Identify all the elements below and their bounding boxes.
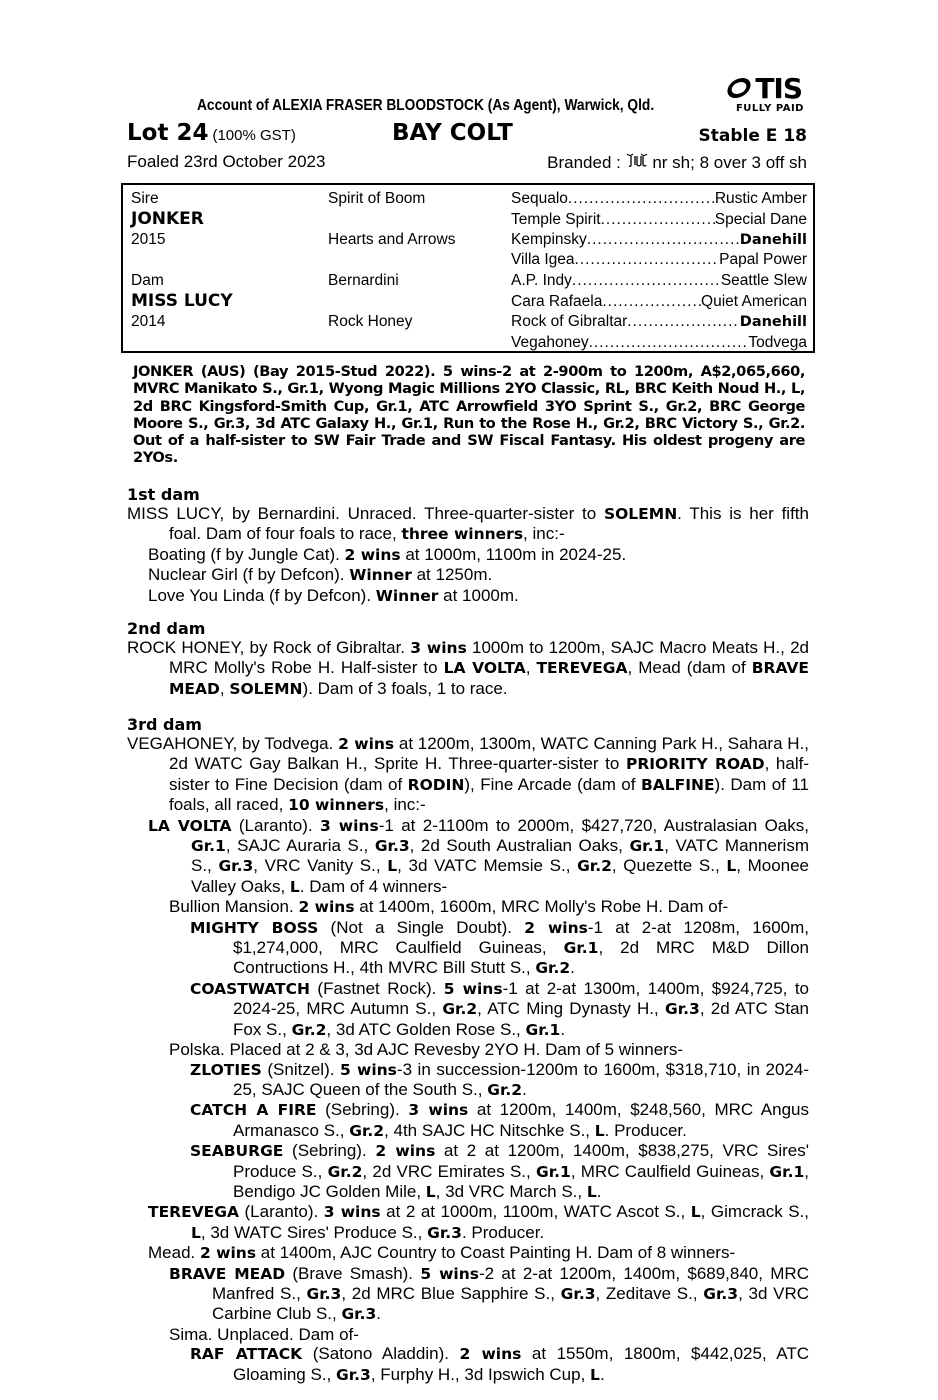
great-grandparent-row xyxy=(511,230,807,250)
text: Nuclear Girl (f by Defcon). xyxy=(148,565,350,585)
text: (Sebring). xyxy=(316,1100,409,1120)
text: , Gimcrack S., xyxy=(700,1202,809,1222)
gg-sire: Special Dane xyxy=(714,211,807,228)
brand-description xyxy=(547,152,807,173)
gst-note: (100% GST) xyxy=(212,127,296,144)
grandparent: Rock Honey xyxy=(328,313,413,330)
bold-text: 5 wins xyxy=(420,1264,479,1283)
bold-text: 2 wins xyxy=(459,1345,522,1364)
text: , xyxy=(219,678,230,698)
text: ). Dam of 11 foals, all raced, xyxy=(169,774,809,815)
bold-text: three winners xyxy=(401,525,524,544)
text: , inc:- xyxy=(523,524,565,544)
pedigree-table xyxy=(121,183,815,353)
first-dam-intro xyxy=(127,504,809,545)
text: , Zeditave S., xyxy=(595,1283,704,1303)
otis-logo-subtitle: FULLY PAID xyxy=(735,103,804,114)
pedigree-entry xyxy=(127,979,809,1040)
bold-text: L xyxy=(387,857,398,876)
bold-text: Gr.1 xyxy=(191,837,226,856)
second-dam-section xyxy=(127,619,809,699)
sex-colour: BAY COLT xyxy=(392,120,513,146)
text: (Laranto). xyxy=(239,1202,324,1222)
gg-name: Temple Spirit xyxy=(511,211,601,228)
text: . xyxy=(596,1181,602,1201)
dam-name: MISS LUCY xyxy=(131,291,233,311)
second-dam-intro xyxy=(127,638,809,699)
great-grandparent-row xyxy=(511,333,807,353)
text: Sima. Unplaced. Dam of- xyxy=(169,1324,359,1344)
bold-text: 3 wins xyxy=(319,816,379,835)
bold-text: 3 wins xyxy=(408,1101,469,1120)
bold-text: 5 wins xyxy=(443,979,503,998)
bold-text: L xyxy=(191,1223,201,1242)
bold-text: Gr.2 xyxy=(327,1162,363,1181)
text: , SAJC Auraria S., xyxy=(225,836,375,856)
bold-text: 2 wins xyxy=(298,898,355,917)
text: . Dam of 4 winners- xyxy=(299,876,448,896)
grandparent: Bernardini xyxy=(328,272,399,289)
text: at 1000m. xyxy=(438,585,519,605)
text: (Satono Aladdin). xyxy=(302,1344,460,1364)
text: VEGAHONEY, by Todvega. xyxy=(127,734,339,753)
text: , 2d MRC Blue Sapphire S., xyxy=(341,1283,561,1303)
bold-text: 3 wins xyxy=(410,639,467,657)
pedigree-entry xyxy=(127,1264,809,1325)
bold-text: Gr.3 xyxy=(341,1305,377,1324)
pedigree-entry xyxy=(127,1202,809,1243)
bold-text: 2 wins xyxy=(338,735,395,753)
text: at 1200m, 1300m, WATC Canning Park H., Sahara H., 2d WATC Gay Balkan H., Sprite H. Three-quarter-sister to xyxy=(169,734,810,774)
first-dam-progeny xyxy=(127,586,809,606)
bold-text: LA VOLTA xyxy=(148,816,232,835)
bold-text: Gr.1 xyxy=(535,1162,571,1181)
foaling-date: Foaled 23rd October 2023 xyxy=(127,152,326,171)
text: Boating (f by Jungle Cat). xyxy=(148,544,345,564)
bold-text: BRAVE MEAD xyxy=(169,659,809,698)
gg-sire: Papal Power xyxy=(719,251,807,268)
gg-sire: Rustic Amber xyxy=(714,190,807,207)
bold-text: Gr.3 xyxy=(336,1365,371,1384)
pedigree-entry xyxy=(127,897,809,917)
bold-text: PRIORITY ROAD xyxy=(625,755,765,774)
great-grandparent-row xyxy=(511,189,807,209)
gg-name: Cara Rafaela xyxy=(511,293,603,310)
text: , inc:- xyxy=(384,795,426,815)
text: ). Dam of 3 foals, 1 to race. xyxy=(302,678,508,698)
text: , 2d MRC M&D Dillon Contructions H., 4th MVRC Bill Stutt S., xyxy=(233,938,809,978)
bold-text: Gr.3 xyxy=(427,1223,462,1242)
first-dam-section xyxy=(127,485,809,606)
bold-text: Gr.3 xyxy=(374,837,410,856)
third-dam-entries xyxy=(127,734,809,1385)
text: , Moonee Valley Oaks, xyxy=(191,856,810,896)
text: , VATC Mannerism S., xyxy=(191,836,809,876)
pedigree-entry xyxy=(127,1060,809,1101)
bold-text: Gr.3 xyxy=(703,1284,739,1303)
gg-name: Vegahoney xyxy=(511,334,589,351)
gg-name: Kempinsky xyxy=(511,231,587,248)
grandparent: Spirit of Boom xyxy=(328,190,426,207)
sire-summary: JONKER (AUS) (Bay 2015-Stud 2022). 5 wins-2 at 2-900m to 1200m, A$2,065,660, MVRC Manikato S., Gr.1, Wyong Magic Millions 2YO Classic, RL, BRC Keith Noud H., L, 2d BRC Kingsford-Smith Cup, Gr.1, ATC Arrowfield 3YO Sprint S., Gr.2, BRC George Moore S., Gr.3, 3d ATC Galaxy H., Gr.1, Run to the Rose H., Gr.2, BRC Victory S., Gr.2. Out of a half-sister to SW Fair Trade and SW Fiscal Fantasy. His oldest progeny are 2YOs. xyxy=(133,363,805,467)
bold-text: Gr.2 xyxy=(487,1080,523,1099)
great-grandparent-row xyxy=(511,271,807,291)
bold-text: LA VOLTA xyxy=(443,659,526,678)
text: 1000m to 1200m, SAJC Macro Meats H., 2d MRC Molly's Robe H. Half-sister to xyxy=(169,638,810,678)
bold-text: Gr.1 xyxy=(629,837,665,856)
bold-text: RAF ATTACK xyxy=(190,1345,303,1364)
text: at 2 at 1000m, 1100m, WATC Ascot S., xyxy=(380,1202,691,1222)
otis-logo xyxy=(722,74,808,120)
first-dam-progeny xyxy=(127,545,809,565)
text: , half-sister to Fine Decision (dam of xyxy=(169,754,809,794)
text: . xyxy=(599,1364,605,1384)
third-dam-heading: 3rd dam xyxy=(127,715,202,734)
gg-name: Rock of Gibraltar xyxy=(511,313,628,330)
text: , Furphy H., 3d Ipswich Cup, xyxy=(370,1364,591,1384)
bold-text: L xyxy=(289,877,300,896)
bold-text: RODIN xyxy=(407,775,465,794)
bold-text: 2 wins xyxy=(524,918,588,937)
bold-text: Gr.3 xyxy=(306,1284,342,1303)
text: -3 in succession-1200m to 1600m, $318,710, in 2024-25, SAJC Queen of the South S., xyxy=(233,1059,809,1099)
great-grandparent-row xyxy=(511,250,807,270)
pedigree-entry xyxy=(127,918,809,979)
first-dam-progeny xyxy=(127,565,809,585)
text: , 4th SAJC HC Nitschke S., xyxy=(384,1120,595,1140)
great-grandparent-row xyxy=(511,312,807,332)
otis-logo-mark: TIS xyxy=(755,72,802,105)
bold-text: SOLEMN xyxy=(229,679,303,698)
second-dam-heading: 2nd dam xyxy=(127,619,206,638)
text: at 2 at 1200m, 1400m, $838,275, VRC Sires' Produce S., xyxy=(233,1141,810,1181)
text: Mead. xyxy=(148,1243,200,1263)
bold-text: Winner xyxy=(349,566,412,585)
gg-sire: Quiet American xyxy=(701,293,807,310)
bold-text: 10 winners xyxy=(288,796,385,815)
bold-text: COASTWATCH xyxy=(190,979,310,998)
bold-text: L xyxy=(726,857,737,876)
sire-name: JONKER xyxy=(131,209,204,229)
text: , 2d ATC Stan Fox S., xyxy=(233,999,809,1039)
branded-detail: nr sh; 8 over 3 off sh xyxy=(652,153,807,172)
gg-name: Sequalo xyxy=(511,190,568,207)
text: ROCK HONEY, by Rock of Gibraltar. xyxy=(127,638,411,657)
bold-text: L xyxy=(594,1121,605,1140)
text: -1 at 2-at 1208m, 1600m, $1,274,000, MRC Caulfield Guineas, xyxy=(233,917,810,958)
text: ), Fine Arcade (dam of xyxy=(464,774,641,794)
pedigree-entry xyxy=(127,1243,809,1263)
bold-text: 2 wins xyxy=(199,1244,257,1263)
text: , VRC Vanity S., xyxy=(253,856,388,876)
dam-label: Dam xyxy=(131,272,164,289)
pedigree-entry xyxy=(127,734,809,816)
text: , Bendigo JC Golden Mile, xyxy=(233,1161,809,1201)
bold-text: 5 wins xyxy=(340,1060,397,1079)
text: (Brave Smash). xyxy=(285,1263,421,1283)
text: MISS LUCY, by Bernardini. Unraced. Three-quarter-sister to xyxy=(127,504,604,523)
gg-sire: Seattle Slew xyxy=(720,272,807,289)
bold-text: Gr.3 xyxy=(560,1284,596,1303)
otis-logo-o-icon xyxy=(724,78,753,98)
great-grandparent-row xyxy=(511,210,807,230)
gg-sire: Danehill xyxy=(739,232,807,248)
text: . xyxy=(570,958,575,978)
text: , 3d VATC Memsie S., xyxy=(397,856,578,876)
text: (Sebring). xyxy=(283,1141,376,1161)
brand-mark-icon xyxy=(626,152,648,172)
text: Polska. Placed at 2 & 3, 3d AJC Revesby 2YO H. Dam of 5 winners- xyxy=(169,1040,684,1060)
text: Love You Linda (f by Defcon). xyxy=(148,585,376,605)
bold-text: Gr.2 xyxy=(535,959,571,978)
bold-text: Gr.1 xyxy=(769,1162,805,1181)
text: , 2d South Australian Oaks, xyxy=(409,836,630,856)
text: , 3d VRC March S., xyxy=(435,1181,587,1201)
gg-sire: Danehill xyxy=(739,314,807,330)
lot-number: Lot 24 xyxy=(127,120,209,146)
bold-text: BRAVE MEAD xyxy=(169,1264,286,1283)
text: -1 at 2-1100m to 2000m, $427,720, Australasian Oaks, xyxy=(378,815,809,835)
stable-location: Stable E 18 xyxy=(698,126,807,146)
bold-text: SOLEMN xyxy=(603,505,678,523)
bold-text: MIGHTY BOSS xyxy=(190,918,319,937)
gg-name: A.P. Indy xyxy=(511,272,572,289)
dam-year: 2014 xyxy=(131,313,166,330)
bold-text: Gr.3 xyxy=(664,1000,700,1019)
bold-text: SEABURGE xyxy=(190,1142,284,1161)
branded-label: Branded : xyxy=(547,153,621,172)
bold-text: CATCH A FIRE xyxy=(190,1101,317,1120)
text: , MRC Caulfield Guineas, xyxy=(570,1161,770,1181)
text: at 1400m, AJC Country to Coast Painting H. Dam of 8 winners- xyxy=(256,1243,736,1263)
text: at 1250m. xyxy=(411,565,493,585)
text: , ATC Ming Dynasty H., xyxy=(477,999,665,1019)
pedigree-entry xyxy=(127,1100,809,1141)
bold-text: L xyxy=(690,1203,701,1222)
text: (Snitzel). xyxy=(261,1059,340,1079)
bold-text: Gr.2 xyxy=(291,1020,327,1039)
bold-text: Gr.1 xyxy=(563,939,599,958)
bold-text: 3 wins xyxy=(323,1203,381,1222)
bold-text: 2 wins xyxy=(344,545,401,564)
gg-name: Villa Igea xyxy=(511,251,575,268)
bold-text: Gr.1 xyxy=(525,1020,561,1039)
text: , Quezette S., xyxy=(611,856,727,876)
bold-text: BALFINE xyxy=(640,775,715,794)
text: (Laranto). xyxy=(231,815,320,835)
text: . Producer. xyxy=(604,1120,687,1140)
pedigree-entry xyxy=(127,1040,809,1059)
text: at 1000m, 1100m in 2024-25. xyxy=(400,544,627,564)
bold-text: L xyxy=(586,1182,597,1201)
sire-label: Sire xyxy=(131,190,159,207)
pedigree-entry xyxy=(127,816,809,898)
text: , 3d VRC Carbine Club S., xyxy=(212,1283,809,1324)
pedigree-entry xyxy=(127,1344,809,1385)
text: Bullion Mansion. xyxy=(169,897,299,917)
bold-text: TEREVEGA xyxy=(148,1203,239,1222)
first-dam-heading: 1st dam xyxy=(127,485,200,504)
bold-text: Gr.2 xyxy=(577,857,612,876)
pedigree-entry xyxy=(127,1141,809,1202)
text: -2 at 2-at 1200m, 1400m, $689,840, MRC Manfred S., xyxy=(212,1263,809,1303)
bold-text: TEREVEGA xyxy=(536,659,628,678)
bold-text: L xyxy=(425,1182,436,1201)
third-dam-section xyxy=(127,715,809,1385)
bold-text: 2 wins xyxy=(375,1142,436,1161)
text: , 3d WATC Sires' Produce S., xyxy=(200,1222,428,1242)
text: . Producer. xyxy=(461,1222,545,1242)
bold-text: ZLOTIES xyxy=(190,1060,262,1079)
text: . xyxy=(376,1304,382,1324)
text: , xyxy=(525,658,537,678)
text: , 3d ATC Golden Rose S., xyxy=(326,1019,526,1039)
bold-text: Winner xyxy=(375,586,439,605)
text: . xyxy=(560,1019,566,1039)
bold-text: Gr.3 xyxy=(218,857,254,876)
grandparent: Hearts and Arrows xyxy=(328,231,456,248)
bold-text: Gr.2 xyxy=(442,1000,478,1019)
text: at 1550m, 1800m, $442,025, ATC Gloaming S., xyxy=(233,1344,810,1384)
pedigree-entry xyxy=(127,1325,809,1344)
great-grandparent-row xyxy=(511,292,807,312)
bold-text: L xyxy=(590,1365,600,1384)
text: (Not a Single Doubt). xyxy=(318,917,525,937)
lot-heading xyxy=(127,120,296,146)
text: at 1200m, 1400m, $248,560, MRC Angus Armanasco S., xyxy=(233,1100,810,1140)
text: . This is her fifth foal. Dam of four foals to race, xyxy=(169,504,809,544)
bold-text: Gr.2 xyxy=(349,1121,385,1140)
text: , Mead (dam of xyxy=(627,658,752,678)
text: -1 at 2-at 1300m, 1400m, $924,725, to 2024-25, MRC Autumn S., xyxy=(233,978,810,1019)
sire-year: 2015 xyxy=(131,231,166,248)
text: (Fastnet Rock). xyxy=(309,978,444,998)
gg-sire: Todvega xyxy=(748,334,807,351)
vendor-account: Account of ALEXIA FRASER BLOODSTOCK (As Agent), Warwick, Qld. xyxy=(197,97,655,114)
text: , 2d VRC Emirates S., xyxy=(362,1161,536,1181)
text: at 1400m, 1600m, MRC Molly's Robe H. Dam of- xyxy=(354,897,729,917)
text: . xyxy=(522,1079,527,1099)
